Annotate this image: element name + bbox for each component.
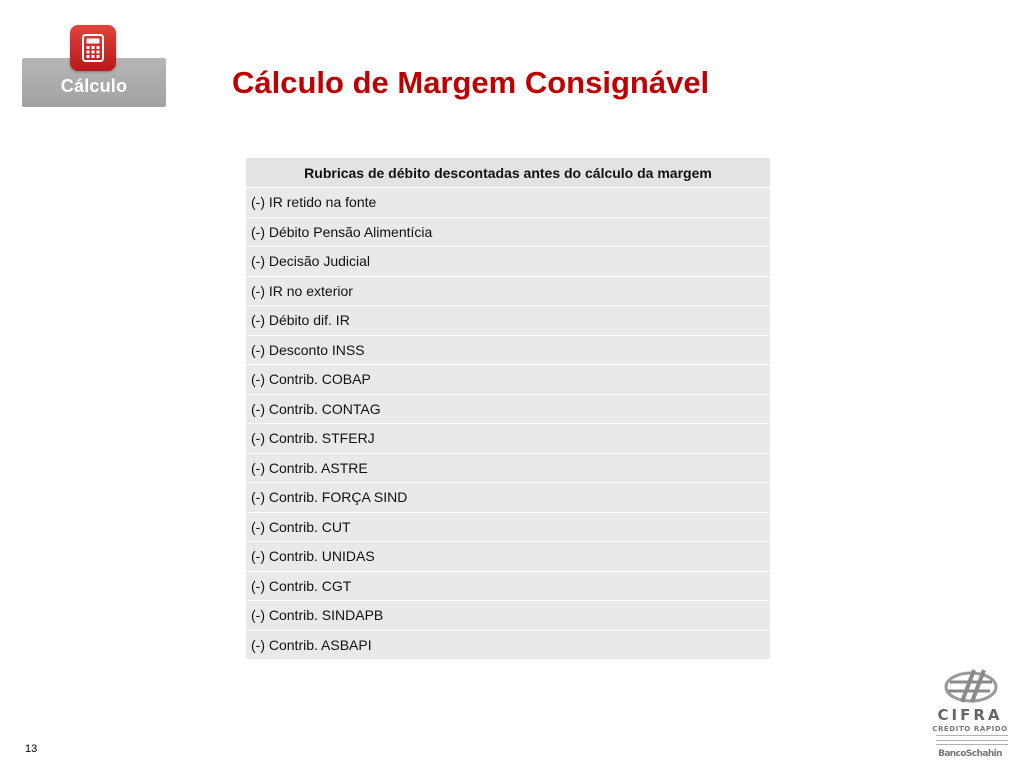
calculator-icon bbox=[70, 25, 116, 71]
table-row bbox=[246, 454, 770, 484]
logo-tagline: CRÉDITO RÁPIDO bbox=[932, 725, 1008, 733]
table-cell: (-) Contrib. SINDAPB bbox=[246, 601, 770, 631]
table-row bbox=[246, 365, 770, 395]
table-cell: (-) Contrib. FORÇA SIND bbox=[246, 483, 770, 513]
table-cell: (-) Contrib. COBAP bbox=[246, 365, 770, 395]
page-title: Cálculo de Margem Consignável bbox=[232, 65, 710, 100]
table-cell: (-) Contrib. ASTRE bbox=[246, 454, 770, 484]
table-cell: (-) Contrib. ASBAPI bbox=[246, 631, 770, 661]
table-cell: (-) Contrib. CGT bbox=[246, 572, 770, 602]
table-header: Rubricas de débito descontadas antes do cálculo da margem bbox=[246, 158, 770, 188]
table-cell: (-) Contrib. CUT bbox=[246, 513, 770, 543]
logo-rule bbox=[936, 740, 1008, 741]
table-row bbox=[246, 483, 770, 513]
rubric-table bbox=[246, 158, 770, 660]
table-row bbox=[246, 631, 770, 661]
logo-brand: CIFRA bbox=[937, 706, 1003, 724]
section-badge bbox=[22, 25, 166, 107]
table-row bbox=[246, 424, 770, 454]
table-header-row bbox=[246, 158, 770, 188]
table-row bbox=[246, 188, 770, 218]
table-row bbox=[246, 395, 770, 425]
table-cell: (-) IR retido na fonte bbox=[246, 188, 770, 218]
table-row bbox=[246, 277, 770, 307]
table-cell: (-) Contrib. CONTAG bbox=[246, 395, 770, 425]
table-row bbox=[246, 306, 770, 336]
section-label: Cálculo bbox=[60, 76, 128, 96]
table-row bbox=[246, 601, 770, 631]
table-row bbox=[246, 218, 770, 248]
table-row bbox=[246, 572, 770, 602]
table-cell: (-) Débito dif. IR bbox=[246, 306, 770, 336]
table-row bbox=[246, 513, 770, 543]
table-cell: (-) Desconto INSS bbox=[246, 336, 770, 366]
logo-rule bbox=[936, 735, 1008, 736]
table-cell: (-) IR no exterior bbox=[246, 277, 770, 307]
logo-rule bbox=[936, 744, 1008, 745]
cifra-mark-icon bbox=[944, 668, 998, 704]
cifra-logo bbox=[930, 668, 1012, 763]
table-row bbox=[246, 336, 770, 366]
table-row bbox=[246, 542, 770, 572]
page-number: 13 bbox=[25, 743, 38, 755]
table-cell: (-) Contrib. UNIDAS bbox=[246, 542, 770, 572]
table-cell: (-) Contrib. STFERJ bbox=[246, 424, 770, 454]
logo-bank: BancoSchahin bbox=[938, 749, 1002, 759]
table-row bbox=[246, 247, 770, 277]
table-cell: (-) Débito Pensão Alimentícia bbox=[246, 218, 770, 248]
table-cell: (-) Decisão Judicial bbox=[246, 247, 770, 277]
